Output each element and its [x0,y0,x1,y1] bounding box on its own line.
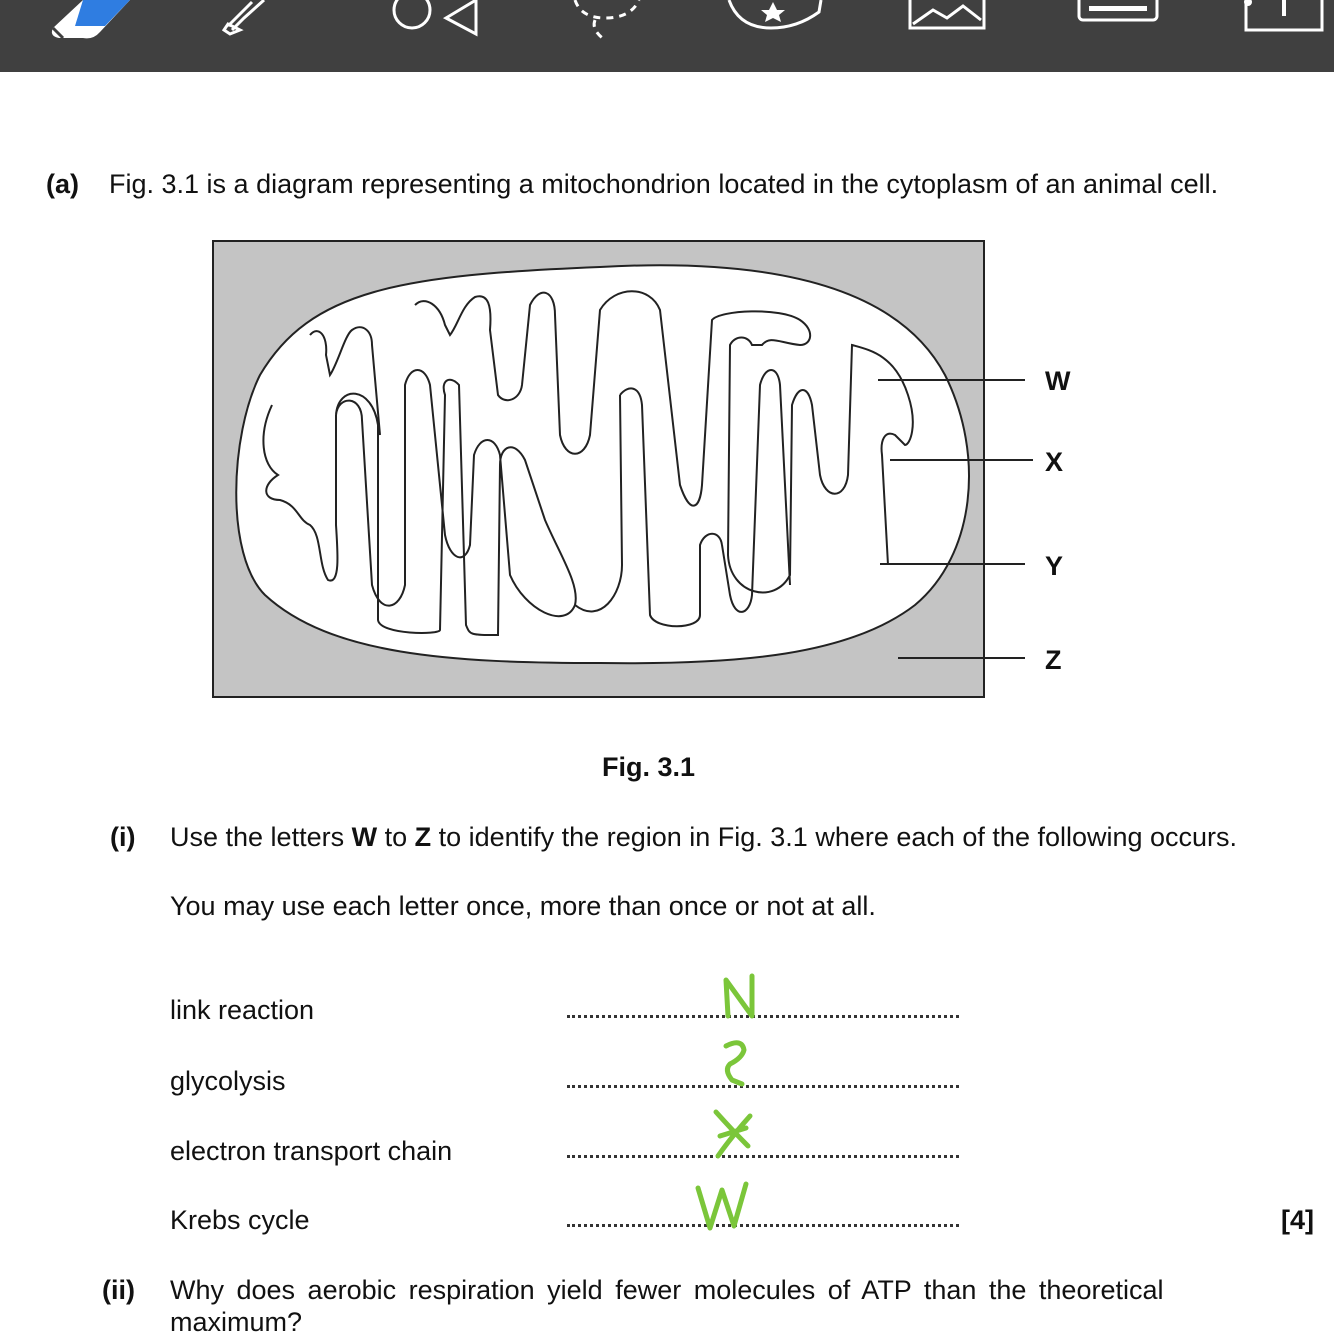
part-ii-label: (ii) [102,1275,135,1305]
figure-label-x: X [1045,447,1064,477]
answer-label-electron-transport-chain: electron transport chain [170,1136,453,1166]
image-icon [905,0,990,40]
part-i-text-1: Use the letters [170,822,352,852]
keyboard-icon [1075,0,1165,40]
part-i-text [170,821,1237,853]
figure-label-z: Z [1045,645,1062,675]
highlighter-tool-button[interactable] [220,0,310,40]
lasso-tool-button[interactable] [565,0,655,40]
part-i-bold-w: W [351,822,378,852]
toolbar [0,0,1334,72]
share-icon [1240,0,1334,40]
handwritten-answer-electron-transport-chain [706,1106,766,1166]
eraser-tool-button[interactable] [45,0,135,40]
part-i-text-3: to identify the region in Fig. 3.1 where each of the following occurs. [431,822,1238,852]
share-tool-button[interactable] [1240,0,1330,40]
outer-membrane [236,265,969,663]
keyboard-tool-button[interactable] [1075,0,1165,40]
mitochondrion-figure [0,235,1334,735]
answer-label-link-reaction: link reaction [170,995,315,1025]
answer-label-glycolysis: glycolysis [170,1066,286,1096]
figure-label-w: W [1045,366,1071,396]
part-a-text: Fig. 3.1 is a diagram representing a mitochondrion located in the cytoplasm of an animal cell. [109,169,1219,199]
figure-caption: Fig. 3.1 [602,752,696,782]
answer-label-krebs-cycle: Krebs cycle [170,1205,310,1235]
part-i-text-2: to [377,822,415,852]
handwritten-answer-krebs-cycle [690,1178,770,1238]
part-ii-text: Why does aerobic respiration yield fewer molecules of ATP than the theoretical [170,1275,1164,1305]
handwritten-answer-link-reaction [712,968,782,1028]
part-ii-text-continued: maximum? [170,1307,303,1337]
image-tool-button[interactable] [905,0,995,40]
handwritten-answer-glycolysis [712,1036,772,1096]
part-i-bold-z: Z [414,822,432,852]
sticker-icon [725,0,825,40]
figure-label-y: Y [1045,551,1064,581]
part-i-instruction: You may use each letter once, more than once or not at all. [170,891,876,921]
shapes-tool-button[interactable] [390,0,480,40]
shapes-icon [390,0,485,40]
part-a-label: (a) [46,169,79,199]
marks-label: [4] [1281,1205,1314,1235]
sticker-tool-button[interactable] [725,0,815,40]
eraser-icon [45,0,140,45]
part-i-label: (i) [110,822,136,852]
highlighter-icon [220,0,290,40]
lasso-icon [565,0,655,45]
